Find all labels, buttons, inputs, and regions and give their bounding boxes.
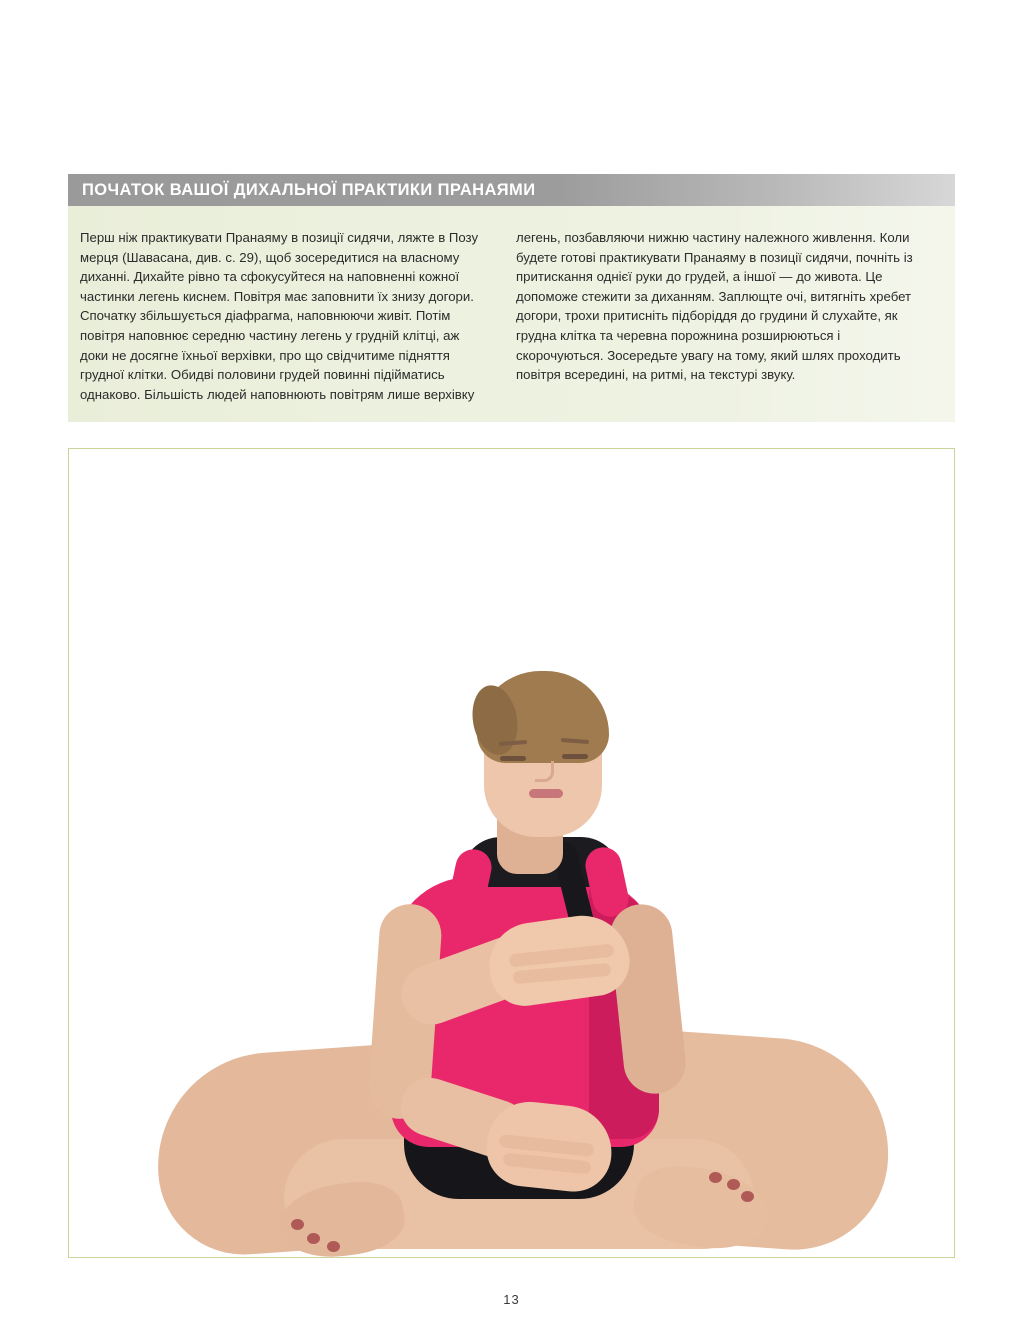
photo-image <box>69 449 954 1257</box>
closed-eye-left <box>500 756 526 761</box>
toe <box>307 1233 320 1244</box>
text-column-right <box>516 228 926 422</box>
paragraph-left: Перш ніж практикувати Пранаяму в позиції сидячи, ляжте в Позу мерця (Шавасана, див. с. 29), щоб зосередитися на власному диханні. Дихайте рівно та сфокусуйтеся на наповненні кожної частинки легень киснем. Повітря має заповнити їх знизу догори. Спочатку збільшується діафрагма, наповнюючи живіт. Потім повітря наповнює середню частину легень у грудній клітці, аж доки не досягне їхньої верхівки, про що свідчитиме підняття грудної клітки. Обидві половини грудей повинні підійматись однаково. Більшість людей наповнюють повітрям лише верхівку <box>80 230 479 402</box>
toe <box>727 1179 740 1190</box>
paragraph-right: легень, позбавляючи нижню частину належного живлення. Коли будете готові практикувати Пранаяму в позиції сидячи, почніть із притискання однієї руки до грудей, а іншої — до живота. Це допоможе стежити за диханням. Заплющте очі, витягніть хребет догори, трохи притисніть підборіддя до грудини й слухайте, як грудна клітка та черевна порожнина розширюються і скорочуються. Зосередьте увагу на тому, який шлях проходить повітря всередині, на ритмі, на текстурі звуку. <box>516 230 913 383</box>
toe <box>327 1241 340 1252</box>
toe <box>709 1172 722 1183</box>
figure-illustration <box>69 449 954 1257</box>
closed-eye-right <box>562 754 588 759</box>
toe <box>291 1219 304 1230</box>
page-title: ПОЧАТОК ВАШОЇ ДИХАЛЬНОЇ ПРАКТИКИ ПРАНАЯМИ <box>82 180 536 199</box>
toe <box>741 1191 754 1202</box>
text-column-left <box>80 228 490 422</box>
section-header-bar <box>68 174 955 206</box>
mouth <box>529 789 563 798</box>
intro-text-panel <box>68 206 955 422</box>
photo-frame <box>68 448 955 1258</box>
page-number: 13 <box>503 1292 520 1307</box>
nose <box>535 761 554 782</box>
